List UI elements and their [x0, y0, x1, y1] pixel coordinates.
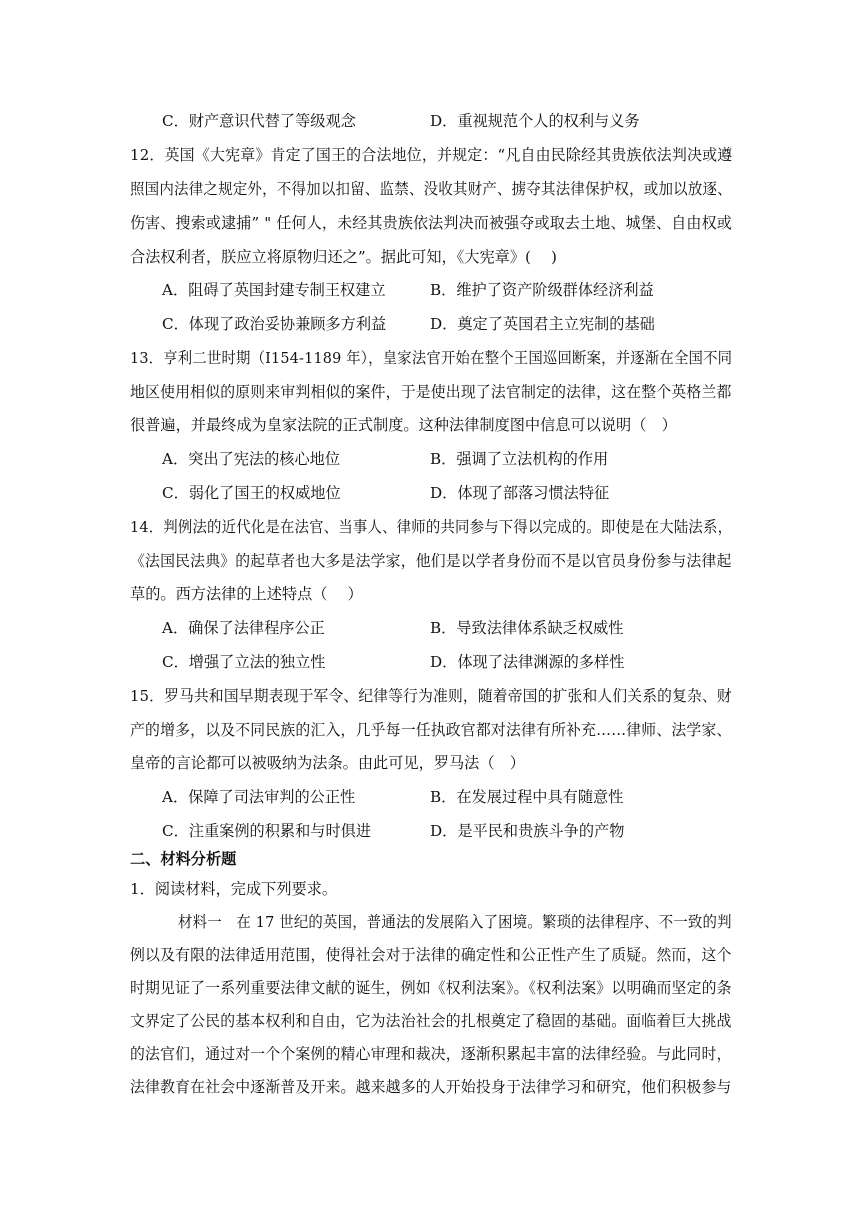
q14-stem-line-2: 《法国民法典》的起草者也大多是法学家，他们是以学者身份而不是以官员身份参与法律起 — [130, 552, 732, 570]
q13-stem-line-1: 13．亨利二世时期（I154-1189 年），皇家法官开始在整个王国巡回断案，并逐渐在全国不同 — [130, 349, 733, 367]
q12-option-d: D．奠定了英国君主立宪制的基础 — [430, 315, 655, 333]
q15-stem-line-3: 皇帝的言论都可以被吸纳为法条。由此可见，罗马法（ ） — [130, 754, 525, 772]
q12-stem-line-1: 12．英国《大宪章》肯定了国王的合法地位，并规定：“凡自由民除经其贵族依法判决或遵 — [130, 146, 733, 164]
q14-option-d: D．体现了法律渊源的多样性 — [430, 653, 625, 671]
q12-stem-line-4: 合法权利者，朕应立将原物归还之”。据此可知，《大宪章》( ) — [130, 248, 557, 266]
q13-option-d: D．体现了部落习惯法特征 — [430, 484, 610, 502]
material-paragraph-line-1: 材料一 在 17 世纪的英国，普通法的发展陷入了困境。繁琐的法律程序、不一致的判 — [178, 913, 732, 931]
q13-stem-line-2: 地区使用相似的原则来审判相似的案件，于是使出现了法官制定的法律，这在整个英格兰都 — [130, 383, 732, 401]
q15-option-b: B．在发展过程中具有随意性 — [430, 788, 624, 806]
q13-option-c: C．弱化了国王的权威地位 — [162, 484, 341, 502]
q15-option-d: D．是平民和贵族斗争的产物 — [430, 822, 625, 840]
q15-stem-line-2: 产的增多，以及不同民族的汇入，几乎每一任执政官都对法律有所补充……律师、法学家、 — [130, 721, 732, 739]
q14-stem-line-3: 草的。西方法律的上述特点（ ） — [130, 585, 363, 603]
section-heading-material-analysis: 二、材料分析题 — [130, 850, 237, 868]
q15-stem-line-1: 15．罗马共和国早期表现于军令、纪律等行为准则，随着帝国的扩张和人们关系的复杂、财 — [130, 687, 732, 705]
q12-stem-line-3: 伤害、搜索或逮捕” " 任何人，未经其贵族依法判决而被强夺或取去土地、城堡、自由权或 — [130, 214, 732, 232]
q14-option-c: C．增强了立法的独立性 — [162, 653, 326, 671]
q14-option-a: A．确保了法律程序公正 — [162, 619, 325, 637]
q12-stem-line-2: 照国内法律之规定外，不得加以扣留、监禁、没收其财产、掳夺其法律保护权，或加以放逐、 — [130, 180, 732, 198]
material-question-1-intro: 1．阅读材料，完成下列要求。 — [130, 880, 338, 898]
q13-option-b: B．强调了立法机构的作用 — [430, 450, 609, 468]
material-paragraph-line-2: 例以及有限的法律适用范围，使得社会对于法律的确定性和公正性产生了质疑。然而，这个 — [130, 946, 732, 964]
q15-option-c: C．注重案例的积累和与时俱进 — [162, 822, 372, 840]
q12-option-a: A．阻碍了英国封建专制王权建立 — [162, 281, 386, 299]
q12-option-c: C．体现了政治妥协兼顾多方利益 — [162, 315, 387, 333]
q15-option-a: A．保障了司法审判的公正性 — [162, 788, 356, 806]
q13-option-a: A．突出了宪法的核心地位 — [162, 450, 341, 468]
q11-option-c: C．财产意识代替了等级观念 — [162, 112, 356, 130]
q11-option-d: D．重视规范个人的权利与义务 — [430, 112, 640, 130]
q12-option-b: B．维护了资产阶级群体经济利益 — [430, 281, 654, 299]
material-paragraph-line-5: 的法官们，通过对一个个案例的精心审理和裁决，逐渐积累起丰富的法律经验。与此同时， — [130, 1045, 732, 1063]
material-paragraph-line-6: 法律教育在社会中逐渐普及开来。越来越多的人开始投身于法律学习和研究，他们积极参与 — [130, 1078, 732, 1096]
q13-stem-line-3: 很普遍，并最终成为皇家法院的正式制度。这种法律制度图中信息可以说明（ ） — [130, 416, 677, 434]
q14-stem-line-1: 14．判例法的近代化是在法官、当事人、律师的共同参与下得以完成的。即使是在大陆法系， — [130, 518, 733, 536]
material-paragraph-line-3: 时期见证了一系列重要法律文献的诞生，例如《权利法案》。《权利法案》以明确而坚定的条 — [130, 979, 732, 997]
material-paragraph-line-4: 文界定了公民的基本权利和自由，它为法治社会的扎根奠定了稳固的基础。面临着巨大挑战 — [130, 1012, 732, 1030]
q14-option-b: B．导致法律体系缺乏权威性 — [430, 619, 624, 637]
